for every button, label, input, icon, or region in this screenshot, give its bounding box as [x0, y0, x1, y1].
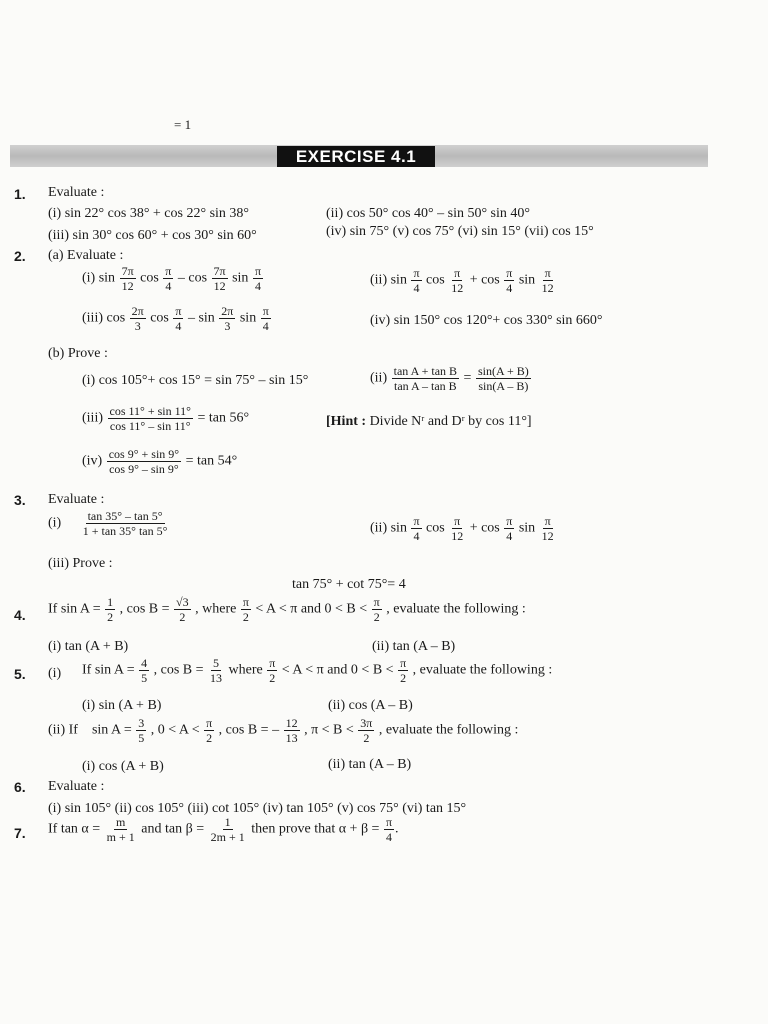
q4-statement: If sin A = $\frac{1}{2}$ , cos B = $\frac{√3}{2}$ , where $\frac{\pi}{2}$ < A < π and 0 < B < $\frac{\pi}{2}$ , evaluate the following :: [48, 595, 526, 624]
q2b-hint: [Hint : Divide Nʳ and Dʳ by cos 11°]: [326, 414, 532, 429]
q7-number: 7.: [14, 825, 26, 841]
exercise-title: EXERCISE 4.1: [277, 146, 435, 167]
q2a-ii: (ii) sin $\frac{\pi}{4}$ cos $\frac{\pi}{12}$ + cos $\frac{\pi}{4}$ sin $\frac{\pi}{12}$: [370, 266, 554, 295]
q1-number: 1.: [14, 186, 26, 202]
q4-i: (i) tan (A + B): [48, 639, 129, 654]
q2a-label: (a) Evaluate :: [48, 248, 124, 263]
q6-label: Evaluate :: [48, 779, 105, 794]
q5-i-a: (i) sin (A + B): [82, 698, 162, 713]
q5-ii-statement: (ii) If sin A = $\frac{3}{5}$ , 0 < A < $\frac{\pi}{2}$ , cos B = – $\frac{12}{13}$ , π < B < $\frac{3\pi}{2}$ , evaluate the following :: [48, 716, 519, 745]
q3-number: 3.: [14, 492, 26, 508]
q2b-label: (b) Prove :: [48, 346, 108, 361]
q2b-i: (i) cos 105°+ cos 15° = sin 75° – sin 15°: [82, 373, 309, 388]
q1-i: (i) sin 22° cos 38° + cos 22° sin 38°: [48, 206, 250, 221]
q7-statement: If tan α = $\frac{m}{m + 1}$ and tan β = $\frac{1}{2m + 1}$ then prove that α + β = $\frac{\pi}{4}$ .: [48, 815, 399, 844]
q2b-iii: (iii) $\frac{\cos 11^\circ + \sin 11^\circ}{\cos 11^\circ - \sin 11^\circ}$ = tan 56°: [82, 404, 250, 433]
q3-iii-equation: tan 75° + cot 75°= 4: [292, 577, 406, 592]
q2a-iii: (iii) cos $\frac{2\pi}{3}$ cos $\frac{\pi}{4}$ – sin $\frac{2\pi}{3}$ sin $\frac{\pi}{4}$: [82, 304, 269, 333]
q2a-iv: (iv) sin 150° cos 120°+ cos 330° sin 660°: [370, 313, 603, 328]
q6-number: 6.: [14, 779, 26, 795]
q6-parts: (i) sin 105° (ii) cos 105° (iii) cot 105° (iv) tan 105° (v) cos 75° (vi) tan 15°: [48, 801, 467, 816]
q2b-ii: (ii) $\frac{\text{tan A + tan B}}{\text{tan A – tan B}}$ = $\frac{\sin(A + B)}{\sin(A - B)}$: [370, 364, 529, 393]
q2a-i: (i) sin $\frac{7\pi}{12}$ cos $\frac{\pi}{4}$ – cos $\frac{7\pi}{12}$ sin $\frac{\pi}{4}$: [82, 264, 261, 293]
q4-ii: (ii) tan (A – B): [372, 639, 456, 654]
q3-ii: (ii) sin $\frac{\pi}{4}$ cos $\frac{\pi}{12}$ + cos $\frac{\pi}{4}$ sin $\frac{\pi}{12}$: [370, 514, 554, 543]
q1-iii: (iii) sin 30° cos 60° + cos 30° sin 60°: [48, 228, 257, 243]
q2-number: 2.: [14, 248, 26, 264]
q5-ii-a: (i) cos (A + B): [82, 759, 164, 774]
top-fragment: = 1: [174, 117, 192, 132]
q5-ii-b: (ii) tan (A – B): [328, 757, 412, 772]
q2b-iv: (iv) $\frac{\cos 9^\circ + \sin 9^\circ}{\cos 9^\circ - \sin 9^\circ}$ = tan 54°: [82, 447, 238, 476]
q3-iii: (iii) Prove :: [48, 556, 113, 571]
q1-label: Evaluate :: [48, 185, 105, 200]
q3-label: Evaluate :: [48, 492, 105, 507]
q3-i: (i) $\frac{\tan 35^\circ - \tan 5^\circ}{1 + \tan 35^\circ \tan 5^\circ}$: [48, 509, 168, 538]
q5-number: 5.: [14, 666, 26, 682]
q5-i-statement: If sin A = $\frac{4}{5}$ , cos B = $\frac{5}{13}$ where $\frac{\pi}{2}$ < A < π and 0 < B < $\frac{\pi}{2}$ , evaluate the following :: [82, 656, 553, 685]
q1-ii: (ii) cos 50° cos 40° – sin 50° sin 40°: [326, 206, 530, 221]
q5-i-b: (ii) cos (A – B): [328, 698, 413, 713]
q4-number: 4.: [14, 607, 26, 623]
q5-i-label: (i): [48, 666, 62, 681]
q1-iv-vii: (iv) sin 75° (v) cos 75° (vi) sin 15° (vii) cos 15°: [326, 224, 594, 239]
